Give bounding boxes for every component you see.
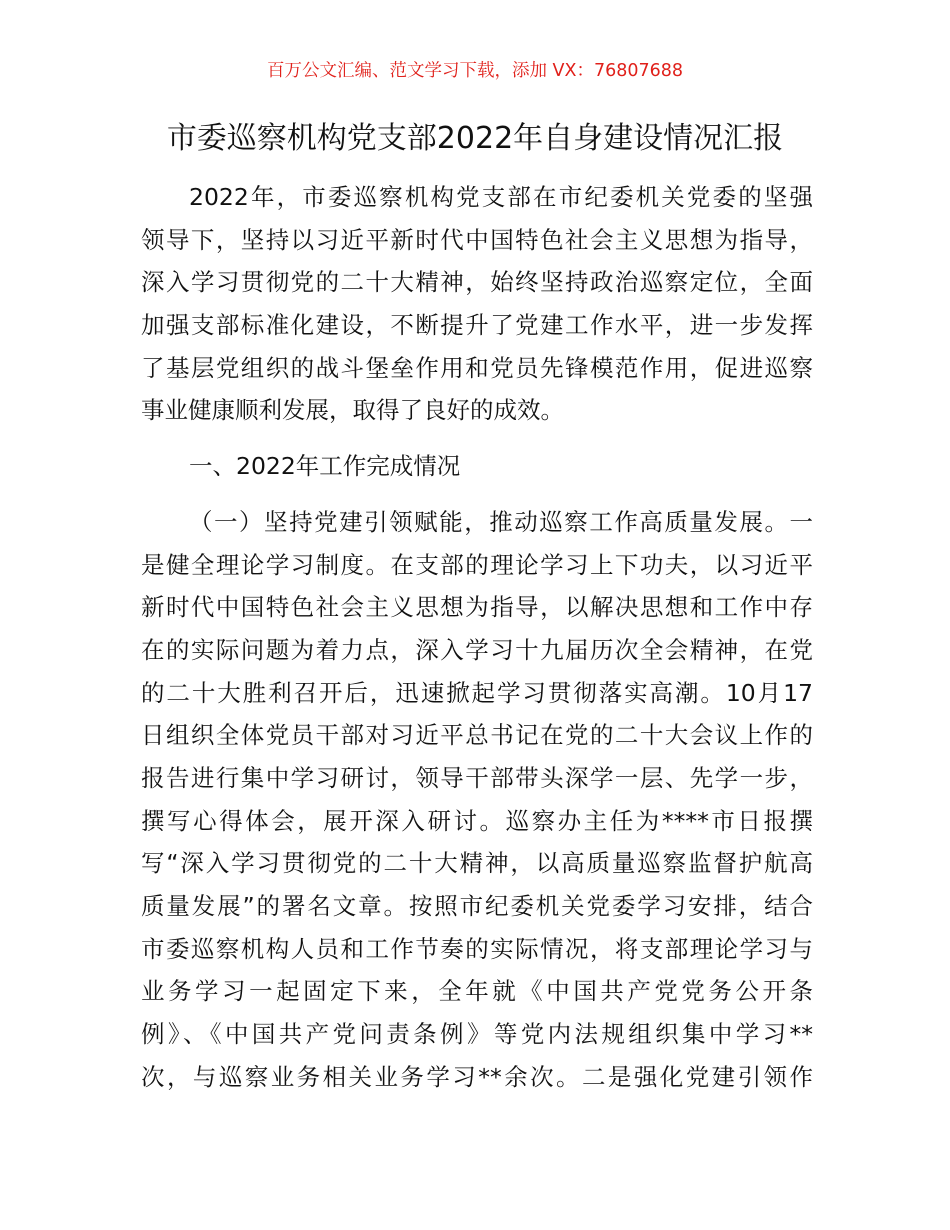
paragraph-line: 报告进行集中学习研讨，领导干部带头深学一层、先学一步， [141, 763, 813, 792]
paragraph-line: 撰写心得体会，展开深入研讨。巡察办主任为****市日报撰 [141, 806, 813, 835]
paragraph-line: 是健全理论学习制度。在支部的理论学习上下功夫，以习近平 [141, 550, 813, 579]
paragraph-line: 市委巡察机构人员和工作节奏的实际情况，将支部理论学习与 [141, 934, 813, 963]
paragraph-line: 新时代中国特色社会主义思想为指导，以解决思想和工作中存 [141, 593, 813, 622]
paragraph-line: 事业健康顺利发展，取得了良好的成效。 [141, 396, 564, 425]
paragraph-line: 质量发展”的署名文章。按照市纪委机关党委学习安排，结合 [141, 892, 813, 920]
section-paragraph [141, 501, 813, 1099]
header-note: 百万公文汇编、范文学习下载，添加 VX：76807688 [266, 61, 684, 81]
intro-paragraph [141, 176, 813, 432]
paragraph-line: 日组织全体党员干部对习近平总书记在党的二十大会议上作的 [141, 721, 813, 750]
paragraph-line: 加强支部标准化建设，不断提升了党建工作水平，进一步发挥 [141, 311, 813, 340]
paragraph-line: 领导下，坚持以习近平新时代中国特色社会主义思想为指导， [141, 225, 813, 254]
paragraph-line: 次，与巡察业务相关业务学习**余次。二是强化党建引领作 [141, 1062, 813, 1091]
paragraph-line: 深入学习贯彻党的二十大精神，始终坚持政治巡察定位，全面 [141, 268, 813, 297]
paragraph-line: 写“深入学习贯彻党的二十大精神，以高质量巡察监督护航高 [141, 849, 813, 878]
document-title: 市委巡察机构党支部2022年自身建设情况汇报 [166, 121, 784, 156]
paragraph-line: 业务学习一起固定下来，全年就《中国共产党党务公开条 [141, 977, 813, 1006]
paragraph-line: 在的实际问题为着力点，深入学习十九届历次全会精神，在党 [141, 635, 813, 664]
paragraph-line: 2022年，市委巡察机构党支部在市纪委机关党委的坚强 [189, 183, 813, 211]
document-body [141, 176, 813, 1098]
paragraph-line: 的二十大胜利召开后，迅速掀起学习贯彻落实高潮。10月17 [141, 678, 813, 707]
paragraph-line: （一）坚持党建引领赋能，推动巡察工作高质量发展。一 [189, 507, 813, 536]
paragraph-line: 了基层党组织的战斗堡垒作用和党员先锋模范作用，促进巡察 [141, 353, 813, 382]
paragraph-line: 例》、《中国共产党问责条例》等党内法规组织集中学习** [141, 1020, 813, 1049]
section-heading: 一、2022年工作完成情况 [189, 452, 461, 481]
